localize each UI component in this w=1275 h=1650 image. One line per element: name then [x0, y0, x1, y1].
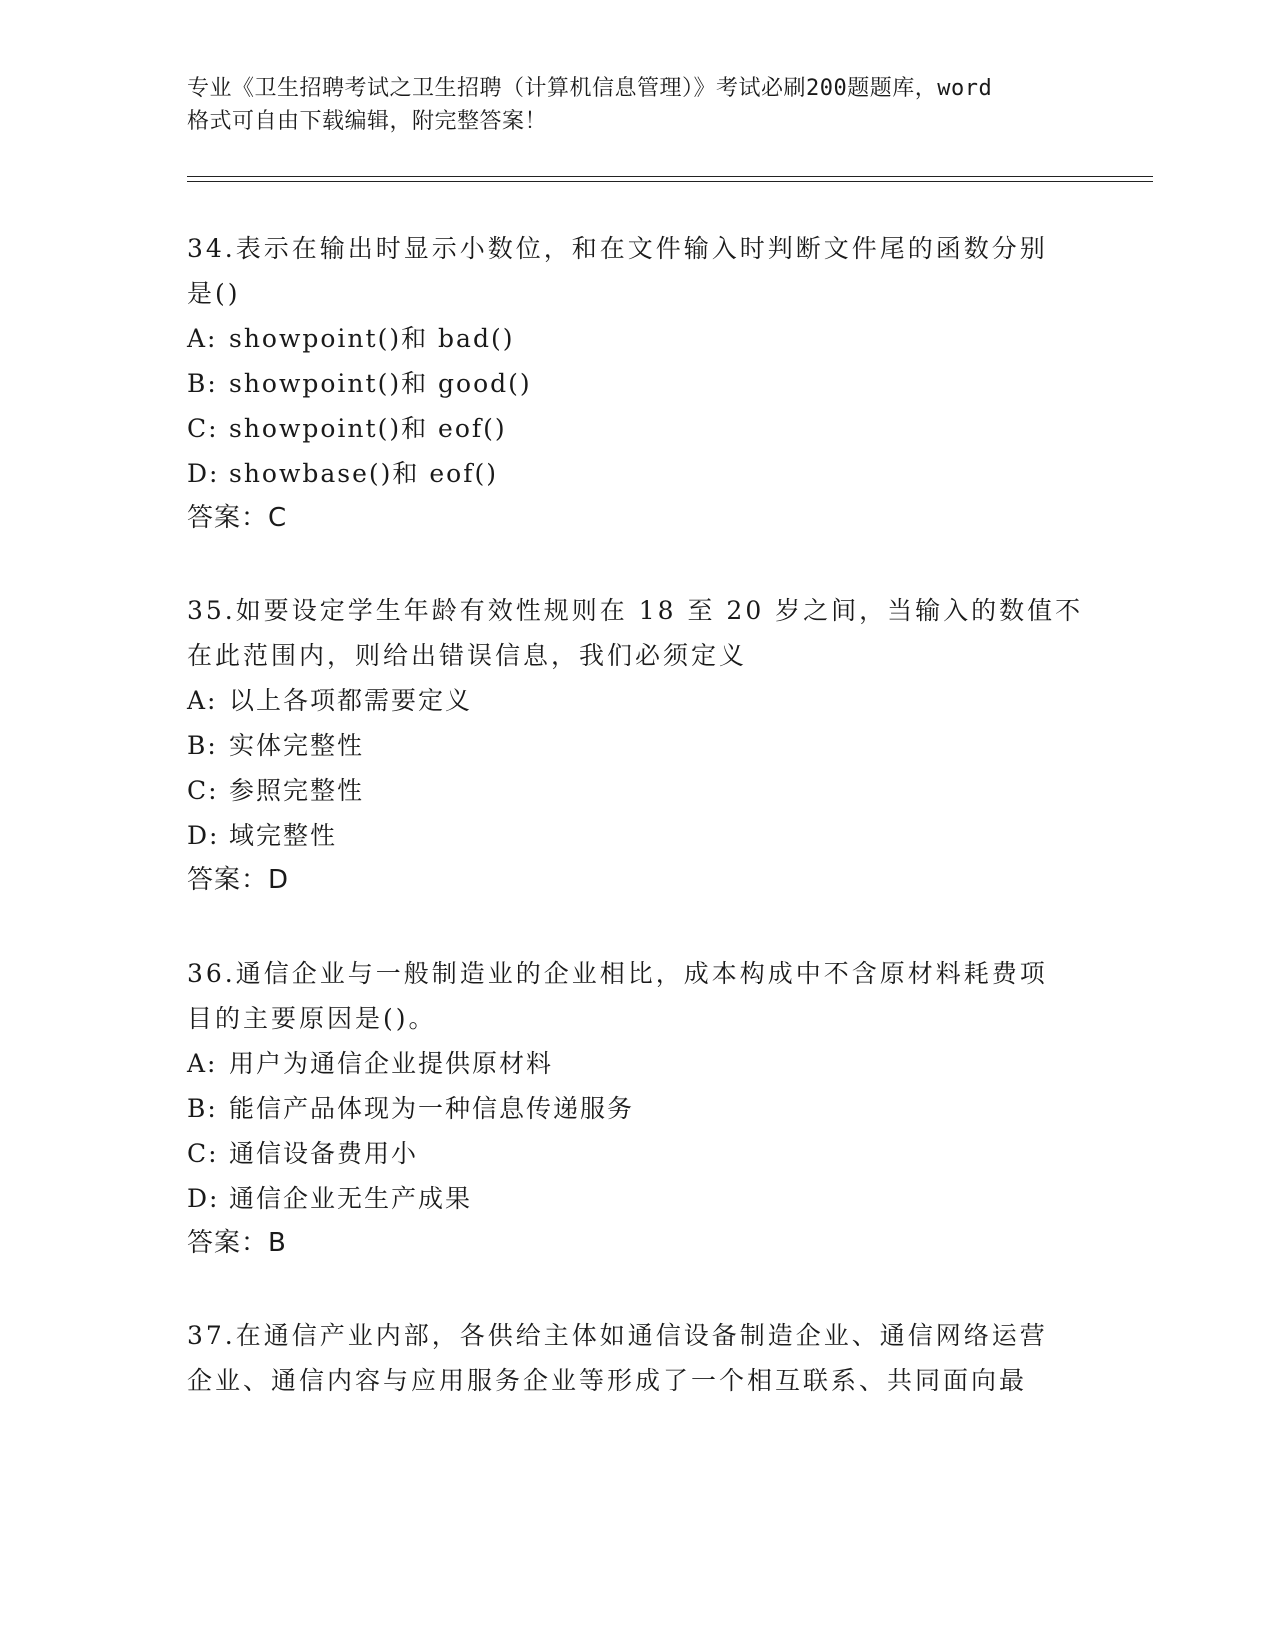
option-text: 通信企业无生产成果 [229, 1184, 473, 1213]
option-a [187, 316, 1087, 361]
option-text: 域完整性 [229, 821, 338, 850]
option-d [187, 813, 1087, 858]
option-letter: B: [187, 1094, 218, 1123]
option-letter: D: [187, 821, 220, 850]
answer-label: 答案：B [187, 1228, 287, 1258]
answer-label: 答案：C [187, 503, 288, 533]
option-b [187, 723, 1087, 768]
question-stem-line-1: 34.表示在输出时显示小数位，和在文件输入时判断文件尾的函数分别 [187, 234, 1048, 263]
question-stem-line-2: 在此范围内，则给出错误信息，我们必须定义 [187, 641, 748, 670]
option-letter: C: [187, 776, 219, 805]
header-line-2: 格式可自由下载编辑，附完整答案！ [187, 109, 548, 134]
option-letter: A: [187, 1049, 218, 1078]
option-b [187, 361, 1087, 406]
question-35 [187, 588, 1087, 903]
header-divider-bottom [187, 181, 1153, 182]
option-c [187, 768, 1087, 813]
option-letter: D: [187, 1184, 220, 1213]
option-c [187, 1131, 1087, 1176]
question-36 [187, 951, 1087, 1266]
question-stem-line-2: 目的主要原因是()。 [187, 1004, 437, 1033]
question-stem-line-2: 企业、通信内容与应用服务企业等形成了一个相互联系、共同面向最 [187, 1366, 1028, 1395]
option-letter: A: [187, 686, 218, 715]
option-d [187, 451, 1087, 496]
question-34 [187, 226, 1087, 541]
option-letter: B: [187, 369, 218, 398]
option-text: showpoint()和 good() [229, 369, 532, 398]
question-stem-line-2: 是() [187, 279, 241, 308]
question-stem-line-1: 36.通信企业与一般制造业的企业相比，成本构成中不含原材料耗费项 [187, 959, 1048, 988]
option-a [187, 1041, 1087, 1086]
option-a [187, 678, 1087, 723]
option-letter: C: [187, 1139, 219, 1168]
option-text: 通信设备费用小 [229, 1139, 419, 1168]
option-text: showpoint()和 eof() [229, 414, 507, 443]
option-text: 实体完整性 [229, 731, 365, 760]
option-letter: B: [187, 731, 218, 760]
header-divider-top [187, 176, 1153, 177]
option-d [187, 1176, 1087, 1221]
option-text: 用户为通信企业提供原材料 [229, 1049, 554, 1078]
question-37 [187, 1313, 1087, 1403]
option-letter: D: [187, 459, 220, 488]
header-line-1: 专业《卫生招聘考试之卫生招聘（计算机信息管理）》考试必刷200题题库，word [187, 76, 993, 101]
answer-label: 答案：D [187, 865, 290, 895]
option-text: 以上各项都需要定义 [229, 686, 473, 715]
option-c [187, 406, 1087, 451]
option-text: showpoint()和 bad() [229, 324, 515, 353]
option-text: 能信产品体现为一种信息传递服务 [229, 1094, 635, 1123]
option-text: 参照完整性 [229, 776, 365, 805]
question-stem-line-1: 35.如要设定学生年龄有效性规则在 18 至 20 岁之间，当输入的数值不 [187, 596, 1084, 625]
option-text: showbase()和 eof() [229, 459, 498, 488]
option-letter: C: [187, 414, 219, 443]
option-b [187, 1086, 1087, 1131]
document-header [187, 72, 1087, 138]
question-stem-line-1: 37.在通信产业内部，各供给主体如通信设备制造企业、通信网络运营 [187, 1321, 1048, 1350]
option-letter: A: [187, 324, 218, 353]
